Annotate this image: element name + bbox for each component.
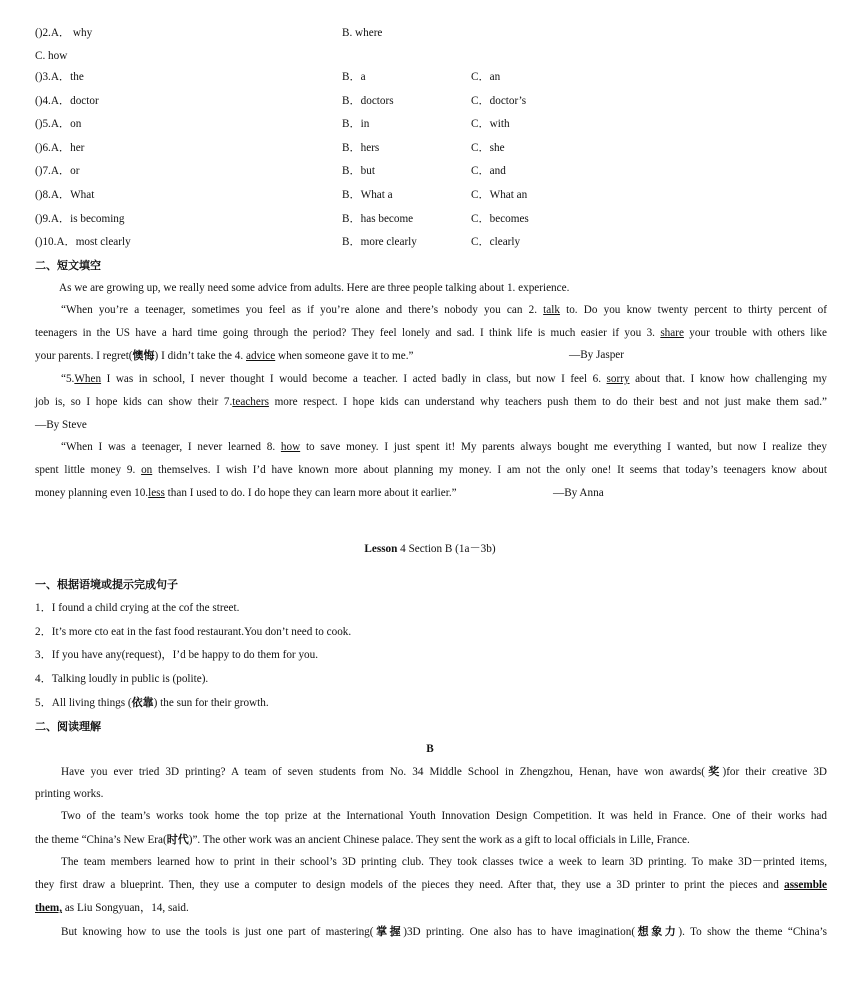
choice-b: B．has become <box>342 213 414 225</box>
question-number: ()3. <box>35 71 51 83</box>
choice-a: A．doctor <box>50 95 99 107</box>
question-number: ()9. <box>35 213 51 225</box>
question-number: ()7. <box>35 165 51 177</box>
choice-b: B．but <box>342 165 375 177</box>
reading-line: printing works. <box>35 788 104 800</box>
passage-line <box>35 397 827 408</box>
question-number: ()4. <box>35 95 51 107</box>
answer-text: on <box>141 464 153 476</box>
passage-text: than I used to do. I do hope they can learn more about it earlier.” <box>164 487 457 499</box>
passage-text: ) I didn’t take the 4. <box>154 350 246 362</box>
chinese-gloss: 依靠 <box>131 696 154 709</box>
section-heading: 二、阅读理解 <box>35 720 101 733</box>
passage-line <box>35 488 457 499</box>
passage-text: when someone gave it to me.” <box>275 350 414 362</box>
chinese-gloss: 懊悔 <box>132 349 155 362</box>
reading-line <box>35 834 690 846</box>
option-row <box>35 214 125 225</box>
reading-text: Have you ever tried 3D printing? A team of seven students from No. 34 Middle School in Zhengzhou, Henan, have won awards( <box>61 766 705 778</box>
passage-line <box>35 328 827 339</box>
passage-text: to. Do you know twenty percent to thirty percent of <box>559 304 827 316</box>
choice-a: A．on <box>50 118 82 130</box>
section-heading: 一、根据语境或提示完成句子 <box>35 578 178 591</box>
question-number: ()5. <box>35 118 51 130</box>
reading-text: they first draw a blueprint. Then, they use a computer to design models of the pieces they need. After that, they use a 3D printer to print the pieces and <box>35 879 785 891</box>
choice-c: C．What an <box>471 189 528 201</box>
answer-text: sorry <box>606 373 630 385</box>
author-byline: —By Steve <box>35 419 87 431</box>
choice-b: B．hers <box>342 142 380 154</box>
choice-b: B．in <box>342 118 370 130</box>
answer-text: less <box>148 487 165 499</box>
option-row <box>35 190 94 201</box>
reading-text: )for their creative 3D <box>722 766 827 778</box>
option-row <box>35 28 92 39</box>
passage-text: “When I was a teenager, I never learned 8. <box>61 441 281 453</box>
passage-text: “5. <box>61 373 75 385</box>
chinese-gloss: 时代 <box>166 833 189 846</box>
answer-text: When <box>74 373 102 385</box>
choice-c: C．with <box>471 118 510 130</box>
passage-line <box>35 305 827 316</box>
question-number: ()6. <box>35 142 51 154</box>
choice-a: A．most clearly <box>56 236 131 248</box>
passage-text: your trouble with others like <box>683 327 827 339</box>
passage-line <box>35 442 827 453</box>
passage-letter: B <box>426 743 434 755</box>
passage-intro: As we are growing up, we really need some advice from adults. Here are three people talking about 1. experience. <box>59 282 570 294</box>
choice-c: C．doctor’s <box>471 95 527 107</box>
option-row <box>35 143 84 154</box>
choice-c: C．an <box>471 71 501 83</box>
passage-text: about that. I know how challenging my <box>629 373 827 385</box>
chinese-gloss: 奖 <box>704 765 723 778</box>
choice-b: B．a <box>342 71 366 83</box>
choice-c: C. how <box>35 50 68 62</box>
sentence-text: ) the sun for their growth. <box>153 697 269 709</box>
highlighted-phrase: them, <box>35 902 63 914</box>
passage-line <box>35 465 827 476</box>
choice-a: A．or <box>50 165 80 177</box>
lesson-section: 4 Section B (1a－3b) <box>397 543 496 555</box>
reading-text: )3D printing. One also has to have imagination( <box>403 926 636 938</box>
reading-text: ). To show the theme “China’s <box>678 926 828 938</box>
answer-text: talk <box>543 304 560 316</box>
choice-b: B．What a <box>342 189 393 201</box>
choice-a: A．is becoming <box>50 213 125 225</box>
answer-text: share <box>660 327 684 339</box>
highlighted-phrase: assemble <box>784 879 827 891</box>
chinese-gloss: 想象力 <box>635 925 679 938</box>
lesson-label: Lesson <box>364 543 398 555</box>
choice-c: C．she <box>471 142 505 154</box>
passage-text: more respect. I hope kids can understand why teachers push them to do their best and not just make them sad.” <box>268 396 827 408</box>
passage-line <box>35 350 413 362</box>
option-row <box>35 166 79 177</box>
sentence-item: 2．It’s more cto eat in the fast food restaurant.You don’t need to cook. <box>35 626 352 638</box>
choice-c: C．becomes <box>471 213 529 225</box>
reading-line <box>35 766 827 778</box>
option-row <box>35 237 131 248</box>
option-row <box>35 96 99 107</box>
passage-text: to save money. I just spent it! My parents always bought me everything I wanted, but now I realize they <box>300 441 827 453</box>
passage-text: teenagers in the US have a hard time going through the period? They feel lonely and sad. I think life is much easier if you 3. <box>35 327 661 339</box>
answer-text: how <box>280 441 301 453</box>
question-number: ()2. <box>35 27 51 39</box>
choice-c: C．clearly <box>471 236 521 248</box>
option-row <box>35 72 84 83</box>
choice-b: B. where <box>342 27 383 39</box>
chinese-gloss: 掌握 <box>373 925 404 938</box>
author-byline: —By Jasper <box>569 349 624 361</box>
passage-line <box>35 374 827 385</box>
reading-text: the theme “China’s New Era( <box>35 834 167 846</box>
reading-line <box>35 926 827 938</box>
reading-line <box>35 903 189 914</box>
question-number: ()8. <box>35 189 51 201</box>
reading-text: as Liu Songyuan，14, said. <box>62 902 189 914</box>
section-heading: 二、短文填空 <box>35 259 101 272</box>
sentence-item: 3．If you have any(request)，I’d be happy to do them for you. <box>35 649 319 661</box>
reading-text: )”. The other work was an ancient Chinese palace. They sent the work as a gift to local officials in Lille, France. <box>188 834 690 846</box>
passage-text: your parents. I regret( <box>35 350 133 362</box>
choice-a: A．the <box>50 71 84 83</box>
sentence-item <box>35 697 269 709</box>
passage-text: job is, so I hope kids can show their 7. <box>35 396 233 408</box>
option-row <box>35 119 81 130</box>
passage-text: spent little money 9. <box>35 464 142 476</box>
choice-b: B．more clearly <box>342 236 417 248</box>
choice-c: C．and <box>471 165 506 177</box>
sentence-item: 1．I found a child crying at the cof the street. <box>35 602 240 614</box>
answer-text: teachers <box>232 396 269 408</box>
answer-text: advice <box>246 350 276 362</box>
choice-a: A．What <box>50 189 95 201</box>
reading-line: The team members learned how to print in their school’s 3D printing club. They took classes twice a week to learn 3D printing. To make 3D－printed items, <box>61 856 827 868</box>
passage-text: themselves. I wish I’d have known more about planning my money. I am not the only one! It seems that today’s teenagers know about <box>152 464 827 476</box>
sentence-text: 5．All living things ( <box>35 697 132 709</box>
author-byline: —By Anna <box>553 487 604 499</box>
passage-text: “When you’re a teenager, sometimes you feel as if you’re alone and there’s nobody you can 2. <box>61 304 544 316</box>
choice-a: A．her <box>50 142 85 154</box>
lesson-title <box>0 544 860 555</box>
reading-line <box>35 880 827 891</box>
sentence-item: 4．Talking loudly in public is (polite). <box>35 673 209 685</box>
reading-text: But knowing how to use the tools is just one part of mastering( <box>61 926 374 938</box>
reading-line: Two of the team’s works took home the top prize at the International Youth Innovation Design Competition. It was held in France. One of their works had <box>61 810 827 822</box>
question-number: ()10. <box>35 236 57 248</box>
choice-a: A． why <box>50 27 93 39</box>
passage-text: I was in school, I never thought I would become a teacher. I acted badly in class, but now I feel 6. <box>101 373 607 385</box>
choice-b: B．doctors <box>342 95 394 107</box>
passage-text: money planning even 10. <box>35 487 149 499</box>
